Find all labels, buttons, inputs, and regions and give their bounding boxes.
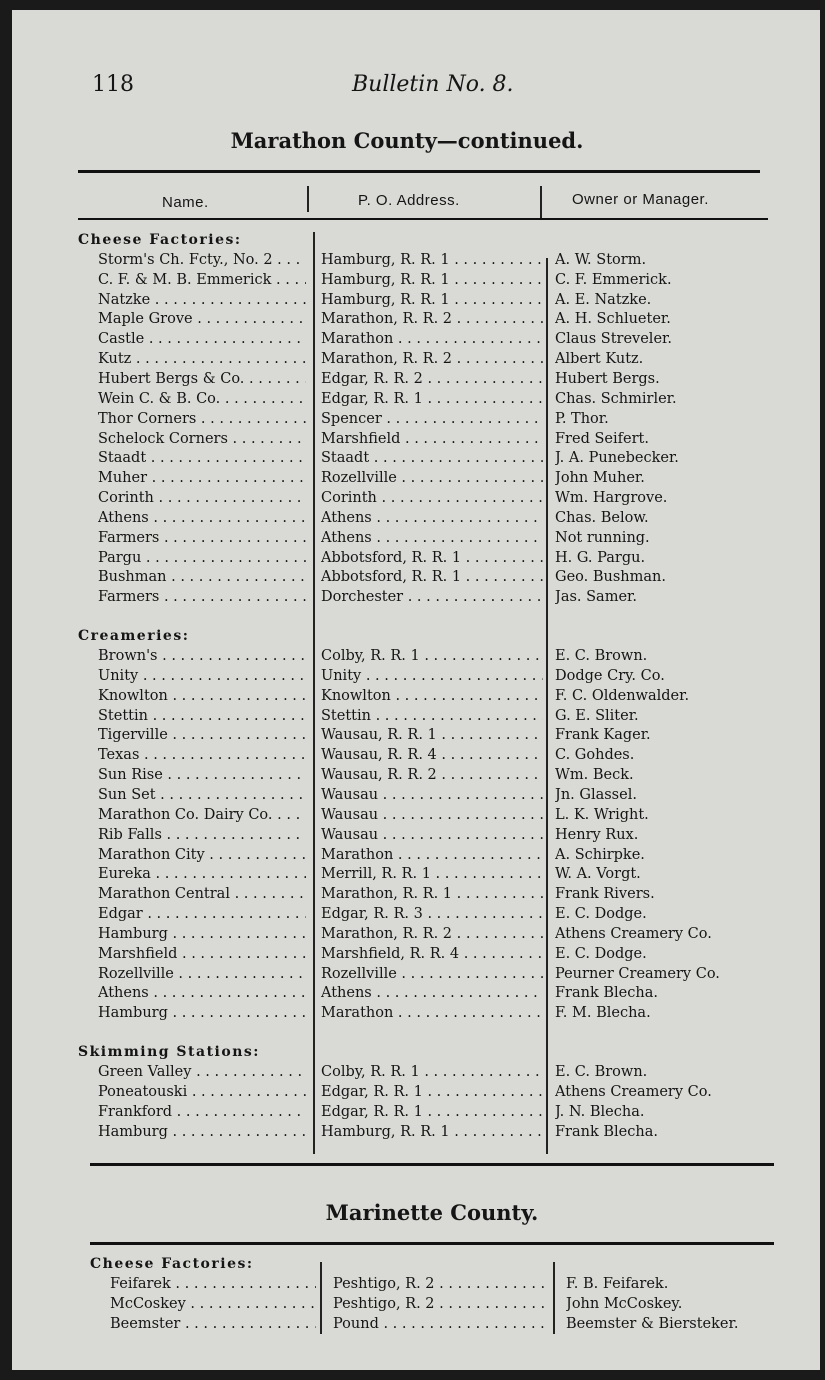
- row-name: Muher . . .: [98, 470, 306, 486]
- row-address: Knowlton . . .: [321, 688, 543, 704]
- row-owner: Frank Kager.: [555, 727, 651, 744]
- row-name: Maple Grove . . .: [98, 311, 306, 327]
- page-header: [92, 72, 772, 102]
- row-name: Hamburg . . .: [98, 926, 306, 942]
- section-title-marathon: Marathon County—continued.: [230, 128, 584, 153]
- row-owner: A. W. Storm.: [555, 251, 647, 268]
- header-bottom-rule: [78, 218, 768, 220]
- row-address: Athens . . .: [321, 985, 543, 1001]
- row-owner: Athens Creamery Co.: [555, 925, 712, 942]
- table-row: [12, 510, 820, 530]
- table-row: [12, 1276, 820, 1296]
- row-name: Brown's . . .: [98, 648, 306, 664]
- table-row: [12, 985, 820, 1005]
- row-name: Sun Set . . .: [98, 787, 306, 803]
- row-address: Peshtigo, R. 2 . . .: [333, 1296, 549, 1312]
- table-row: [12, 1316, 820, 1336]
- row-owner: H. G. Pargu.: [555, 549, 646, 566]
- marinette-top-rule: [90, 1242, 774, 1245]
- row-owner: L. K. Wright.: [555, 806, 649, 823]
- row-address: Pound . . .: [333, 1316, 549, 1332]
- table-row: [12, 648, 820, 668]
- table-row: [12, 1124, 820, 1144]
- table-row: [12, 470, 820, 490]
- row-name: Corinth . . .: [98, 490, 306, 506]
- row-owner: Not running.: [555, 529, 650, 546]
- row-owner: Frank Blecha.: [555, 985, 658, 1002]
- category-heading: Creameries:: [78, 628, 190, 645]
- row-owner: Chas. Schmirler.: [555, 390, 677, 407]
- row-owner: W. A. Vorgt.: [555, 866, 641, 883]
- row-address: Marathon . . .: [321, 1005, 543, 1021]
- header-divider-2: [540, 186, 542, 218]
- row-address: Colby, R. R. 1 . . .: [321, 1064, 543, 1080]
- row-owner: E. C. Dodge.: [555, 945, 647, 962]
- bulletin-title: Bulletin No. 8.: [352, 72, 514, 97]
- row-owner: E. C. Brown.: [555, 1064, 648, 1080]
- row-owner: Peurner Creamery Co.: [555, 965, 720, 982]
- row-owner: F. M. Blecha.: [555, 1005, 651, 1022]
- table-row: [12, 688, 820, 708]
- row-owner: John Muher.: [555, 470, 645, 487]
- row-owner: P. Thor.: [555, 410, 609, 427]
- row-name: Beemster . . .: [110, 1316, 316, 1332]
- row-address: Hamburg, R. R. 1 . . .: [321, 252, 543, 268]
- row-owner: Beemster & Biersteker.: [566, 1315, 739, 1332]
- row-name: Sun Rise . . .: [98, 767, 306, 783]
- row-address: Rozellville . . .: [321, 470, 543, 486]
- row-name: Farmers . . .: [98, 530, 306, 546]
- table-row: [12, 966, 820, 986]
- row-name: Schelock Corners . . .: [98, 431, 306, 447]
- row-owner: Chas. Below.: [555, 509, 649, 526]
- table-row: [12, 371, 820, 391]
- row-address: Marathon, R. R. 1 . . .: [321, 886, 543, 902]
- row-address: Stettin . . .: [321, 708, 543, 724]
- row-name: McCoskey . . .: [110, 1296, 316, 1312]
- row-owner: C. F. Emmerick.: [555, 271, 672, 288]
- row-name: Thor Corners . . .: [98, 411, 306, 427]
- row-name: Athens . . .: [98, 985, 306, 1001]
- row-address: Edgar, R. R. 1 . . .: [321, 391, 543, 407]
- row-address: Marathon . . .: [321, 847, 543, 863]
- row-name: Unity . . .: [98, 668, 306, 684]
- row-owner: A. E. Natzke.: [555, 291, 652, 308]
- table-row: [12, 550, 820, 570]
- row-owner: A. Schirpke.: [555, 846, 645, 863]
- row-name: Athens . . .: [98, 510, 306, 526]
- row-owner: Fred Seifert.: [555, 430, 649, 447]
- section-title-marinette: Marinette County.: [325, 1200, 539, 1225]
- table-row: [12, 747, 820, 767]
- row-address: Abbotsford, R. R. 1 . . .: [321, 550, 543, 566]
- row-address: Edgar, R. R. 1 . . .: [321, 1104, 543, 1120]
- row-name: Marathon Co. Dairy Co. . . .: [98, 807, 306, 823]
- row-address: Colby, R. R. 1 . . .: [321, 648, 543, 664]
- row-address: Marshfield, R. R. 4 . . .: [321, 946, 543, 962]
- row-owner: Dodge Cry. Co.: [555, 667, 665, 684]
- row-name: Staadt . . .: [98, 450, 306, 466]
- table-row: [12, 886, 820, 906]
- row-address: Marathon, R. R. 2 . . .: [321, 926, 543, 942]
- row-address: Edgar, R. R. 3 . . .: [321, 906, 543, 922]
- row-address: Marshfield . . .: [321, 431, 543, 447]
- table-row: [12, 589, 820, 609]
- row-owner: Frank Rivers.: [555, 886, 655, 903]
- row-owner: F. B. Feifarek.: [566, 1275, 669, 1292]
- row-address: Wausau . . .: [321, 807, 543, 823]
- row-name: Stettin . . .: [98, 708, 306, 724]
- column-header-owner: Owner or Manager.: [572, 191, 709, 208]
- table-row: [12, 1084, 820, 1104]
- row-name: Edgar . . .: [98, 906, 306, 922]
- table-row: [12, 331, 820, 351]
- row-name: Feifarek . . .: [110, 1276, 316, 1292]
- row-address: Edgar, R. R. 1 . . .: [321, 1084, 543, 1100]
- row-address: Dorchester . . .: [321, 589, 543, 605]
- table-bottom-rule: [90, 1163, 774, 1166]
- row-owner: Claus Streveler.: [555, 331, 672, 348]
- row-address: Hamburg, R. R. 1 . . .: [321, 1124, 543, 1140]
- column-header-address: P. O. Address.: [358, 192, 460, 209]
- table-row: [12, 866, 820, 886]
- table-row: [12, 1064, 820, 1084]
- row-owner: Athens Creamery Co.: [555, 1083, 712, 1100]
- table-row: [12, 490, 820, 510]
- table-row: [12, 530, 820, 550]
- category-heading: Cheese Factories:: [90, 1256, 254, 1272]
- table-row: [12, 906, 820, 926]
- header-divider-1: [307, 186, 309, 212]
- row-name: Hubert Bergs & Co. . . .: [98, 371, 306, 387]
- row-address: Abbotsford, R. R. 1 . . .: [321, 569, 543, 585]
- row-address: Marathon . . .: [321, 331, 543, 347]
- table-row: [12, 946, 820, 966]
- table-row: [12, 450, 820, 470]
- table-row: [12, 1104, 820, 1124]
- table-row: [12, 252, 820, 272]
- table-row: [12, 767, 820, 787]
- row-name: Storm's Ch. Fcty., No. 2 . . .: [98, 252, 306, 268]
- row-owner: G. E. Sliter.: [555, 707, 639, 724]
- row-address: Wausau . . .: [321, 827, 543, 843]
- row-address: Wausau, R. R. 4 . . .: [321, 747, 543, 763]
- book-page: [12, 10, 820, 1370]
- table-row: [12, 926, 820, 946]
- table-row: [12, 807, 820, 827]
- row-name: Hamburg . . .: [98, 1005, 306, 1021]
- row-address: Wausau, R. R. 1 . . .: [321, 727, 543, 743]
- row-owner: John McCoskey.: [566, 1295, 683, 1312]
- row-address: Peshtigo, R. 2 . . .: [333, 1276, 549, 1292]
- page-number: 118: [92, 72, 134, 97]
- category-heading: Cheese Factories:: [78, 232, 242, 248]
- row-owner: J. A. Punebecker.: [555, 450, 679, 467]
- row-owner: J. N. Blecha.: [555, 1103, 645, 1120]
- row-address: Marathon, R. R. 2 . . .: [321, 311, 543, 327]
- table-top-rule: [78, 170, 760, 173]
- row-address: Spencer . . .: [321, 411, 543, 427]
- row-address: Staadt . . .: [321, 450, 543, 466]
- row-owner: Jn. Glassel.: [555, 786, 637, 803]
- row-name: Hamburg . . .: [98, 1124, 306, 1140]
- row-owner: C. Gohdes.: [555, 747, 635, 764]
- row-address: Marathon, R. R. 2 . . .: [321, 351, 543, 367]
- row-name: Marathon Central . . .: [98, 886, 306, 902]
- row-owner: A. H. Schlueter.: [555, 311, 671, 328]
- category-heading: Skimming Stations:: [78, 1044, 260, 1061]
- table-row: [12, 1005, 820, 1025]
- table-row: [12, 569, 820, 589]
- row-name: Farmers . . .: [98, 589, 306, 605]
- row-address: Hamburg, R. R. 1 . . .: [321, 272, 543, 288]
- table-row: [12, 847, 820, 867]
- row-owner: Frank Blecha.: [555, 1123, 658, 1140]
- table-row: [12, 708, 820, 728]
- row-owner: Geo. Bushman.: [555, 569, 666, 586]
- row-name: Texas . . .: [98, 747, 306, 763]
- row-name: Rib Falls . . .: [98, 827, 306, 843]
- column-header-name: Name.: [162, 194, 209, 211]
- table-row: [12, 431, 820, 451]
- table-row: [12, 311, 820, 331]
- row-name: Marathon City . . .: [98, 847, 306, 863]
- row-owner: E. C. Dodge.: [555, 906, 647, 923]
- table-row: [12, 727, 820, 747]
- row-name: Rozellville . . .: [98, 966, 306, 982]
- row-address: Wausau . . .: [321, 787, 543, 803]
- table-row: [12, 411, 820, 431]
- table-row: [12, 668, 820, 688]
- row-name: Tigerville . . .: [98, 727, 306, 743]
- row-name: Castle . . .: [98, 331, 306, 347]
- table-row: [12, 827, 820, 847]
- row-name: Frankford . . .: [98, 1104, 306, 1120]
- row-owner: Wm. Beck.: [555, 767, 634, 784]
- row-name: C. F. & M. B. Emmerick . . .: [98, 272, 306, 288]
- row-address: Rozellville . . .: [321, 966, 543, 982]
- row-name: Wein C. & B. Co. . . .: [98, 391, 306, 407]
- row-owner: F. C. Oldenwalder.: [555, 687, 690, 704]
- row-owner: Hubert Bergs.: [555, 370, 660, 387]
- table-row: [12, 1296, 820, 1316]
- row-name: Kutz . . .: [98, 351, 306, 367]
- row-address: Edgar, R. R. 2 . . .: [321, 371, 543, 387]
- row-name: Marshfield . . .: [98, 946, 306, 962]
- row-name: Pargu . . .: [98, 550, 306, 566]
- row-address: Wausau, R. R. 2 . . .: [321, 767, 543, 783]
- row-owner: E. C. Brown.: [555, 648, 648, 664]
- row-name: Poneatouski . . .: [98, 1084, 306, 1100]
- row-address: Athens . . .: [321, 510, 543, 526]
- table-row: [12, 391, 820, 411]
- row-name: Eureka . . .: [98, 866, 306, 882]
- row-address: Athens . . .: [321, 530, 543, 546]
- table-row: [12, 272, 820, 292]
- row-name: Bushman . . .: [98, 569, 306, 585]
- row-address: Hamburg, R. R. 1 . . .: [321, 292, 543, 308]
- row-owner: Jas. Samer.: [555, 589, 637, 606]
- row-address: Corinth . . .: [321, 490, 543, 506]
- row-owner: Wm. Hargrove.: [555, 490, 668, 507]
- row-owner: Henry Rux.: [555, 826, 639, 843]
- row-owner: Albert Kutz.: [555, 351, 644, 368]
- row-name: Green Valley . . .: [98, 1064, 306, 1080]
- table-row: [12, 292, 820, 312]
- row-address: Unity . . .: [321, 668, 543, 684]
- row-name: Knowlton . . .: [98, 688, 306, 704]
- row-name: Natzke . . .: [98, 292, 306, 308]
- table-row: [12, 787, 820, 807]
- table-row: [12, 351, 820, 371]
- row-address: Merrill, R. R. 1 . . .: [321, 866, 543, 882]
